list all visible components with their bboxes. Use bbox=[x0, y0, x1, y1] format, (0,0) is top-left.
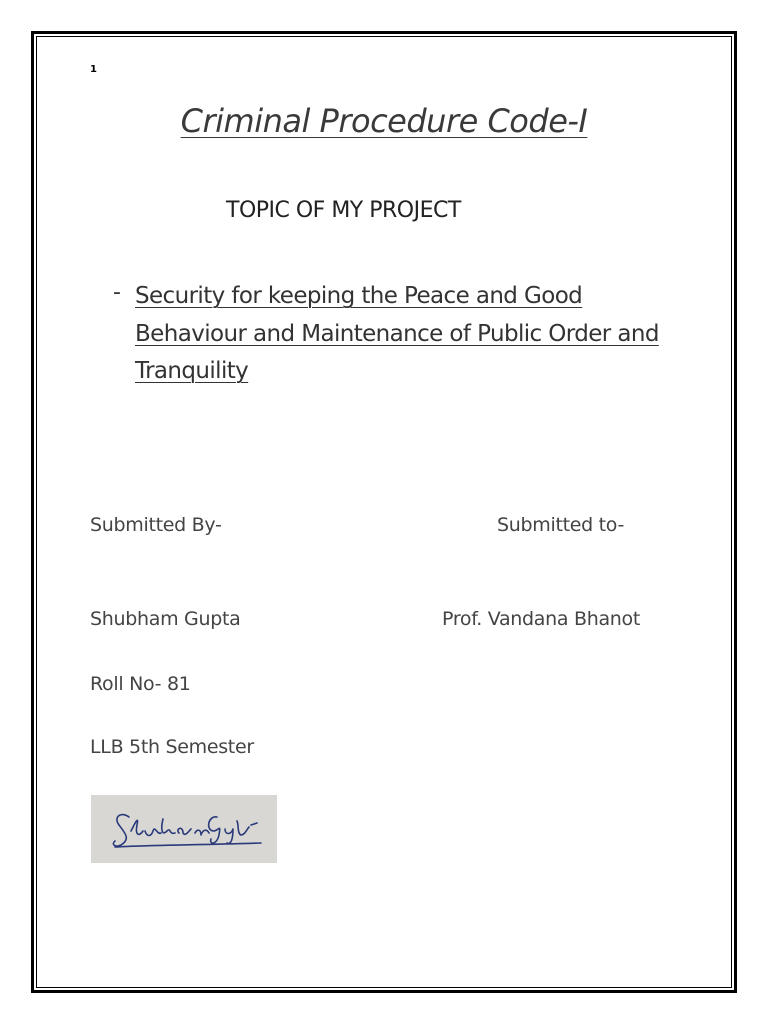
topic-heading: TOPIC OF MY PROJECT bbox=[226, 198, 461, 223]
roll-number: Roll No- 81 bbox=[90, 673, 191, 695]
topic-text: Security for keeping the Peace and Good Behaviour and Maintenance of Public Order and Tranquility bbox=[135, 283, 659, 384]
page-number: 1 bbox=[90, 64, 97, 75]
signature-stroke bbox=[91, 795, 277, 863]
student-name: Shubham Gupta bbox=[90, 608, 241, 630]
course-semester: LLB 5th Semester bbox=[90, 736, 254, 758]
professor-name: Prof. Vandana Bhanot bbox=[442, 608, 640, 630]
submitted-by-label: Submitted By- bbox=[90, 514, 222, 536]
document-title: Criminal Procedure Code-I bbox=[180, 102, 588, 140]
submitted-to-label: Submitted to- bbox=[497, 514, 625, 536]
signature-image bbox=[91, 795, 277, 863]
topic-bullet: - bbox=[113, 280, 121, 305]
